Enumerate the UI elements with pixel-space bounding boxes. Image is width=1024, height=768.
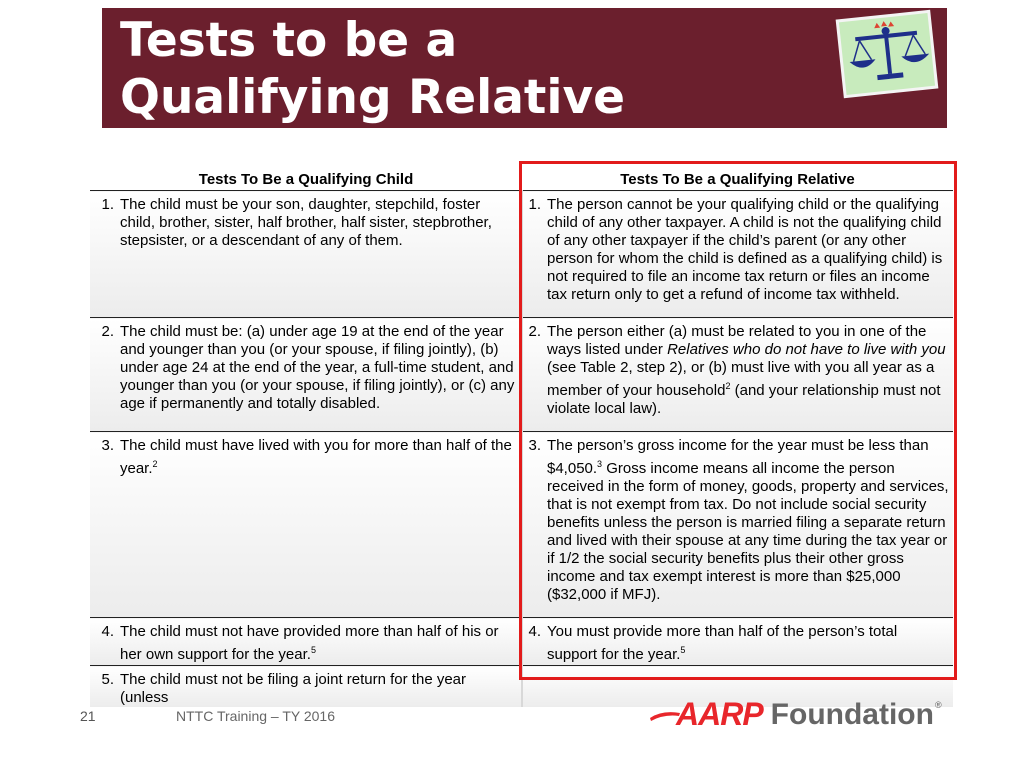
child-test-cell: [90, 618, 522, 666]
item-number: 2.: [101, 323, 114, 340]
header-qualifying-relative: Tests To Be a Qualifying Relative: [522, 162, 953, 191]
title-line-2: Qualifying Relative: [120, 70, 625, 125]
item-number: 3.: [101, 437, 114, 454]
text-part: (see Table 2, step 2), or (b) must live with you all year as a member of your household: [547, 359, 935, 399]
item-text: The child must be your son, daughter, stepchild, foster child, brother, sister, half brother, half sister, stepbrother, stepsister, or a descendant of any of them.: [120, 196, 492, 249]
item-number: 3.: [528, 437, 541, 454]
footnote-mark: 2: [152, 459, 158, 469]
item-number: 4.: [101, 623, 114, 640]
item-text: [114, 623, 521, 664]
scales-of-justice-icon: [835, 9, 939, 99]
child-test-cell: [90, 432, 522, 618]
child-test-cell: [90, 318, 522, 432]
footnote-mark: 2: [725, 381, 731, 391]
item-number: 1.: [101, 196, 114, 213]
item-number: 1.: [528, 196, 541, 213]
text-part: The person either (a) must be related to you in one of the ways listed under: [547, 323, 927, 358]
relative-column-highlight: [519, 161, 957, 680]
text-part: The child must have lived with you for more than half of the year.: [120, 437, 512, 477]
item-text: The person cannot be your qualifying child or the qualifying child of any other taxpayer. A child is not the qualifying child of any other taxpayer if the child’s parent (or any other person for whom the child is defined as a qualifying child) is not required to file an income tax return or files an income tax return only to get a refund of income tax withheld.: [547, 196, 943, 303]
item-text: [114, 437, 521, 478]
text-part: The child must not have provided more than half of his or her own support for the year.: [120, 623, 499, 663]
child-test-cell: [90, 191, 522, 318]
slide-number: 21: [80, 708, 96, 724]
footnote-mark: 5: [680, 645, 686, 655]
registered-mark: ®: [934, 700, 942, 710]
slide-title: [120, 12, 625, 126]
text-part: You must provide more than half of the person’s total support for the year.: [547, 623, 898, 663]
text-part: The person’s gross income for the year must be less than $4,050.: [547, 437, 929, 477]
item-text: The child must be: (a) under age 19 at the end of the year and younger than you (or your spouse, if filing jointly), (b) under age 24 at the end of the year, a full-time student, and younger than you (or your spouse, if filing jointly), or (c) any age if permanently and totally disabled.: [120, 323, 515, 412]
header-qualifying-child: Tests To Be a Qualifying Child: [90, 162, 522, 191]
title-line-1: Tests to be a: [120, 13, 458, 68]
item-text: The child must not be filing a joint return for the year (unless: [120, 671, 467, 706]
aarp-foundation-logo: [648, 696, 942, 733]
text-part: (and your relationship must not violate local law).: [547, 382, 941, 417]
logo-text: Foundation: [770, 697, 934, 731]
footer-text: NTTC Training – TY 2016: [176, 708, 336, 724]
child-test-cell: [90, 666, 522, 708]
italic-reference: Relatives who do not have to live with you: [667, 341, 946, 358]
title-banner: [102, 8, 947, 128]
footnote-mark: 5: [310, 645, 316, 655]
logo-brand: AARP: [676, 696, 763, 732]
item-number: 2.: [528, 323, 541, 340]
footnote-mark: 3: [597, 459, 603, 469]
text-part: Gross income means all income the person received in the form of money, goods, property and services, that is not exempt from tax. Do not include social security benefits unless the person is married filing a separate return and lived with their spouse at any time during the tax year or if 1/2 the social security benefits plus their other gross income and tax exempt interest is more than $25,000 ($32,000 if MFJ).: [547, 460, 949, 603]
item-number: 5.: [101, 671, 114, 688]
item-number: 4.: [528, 623, 541, 640]
